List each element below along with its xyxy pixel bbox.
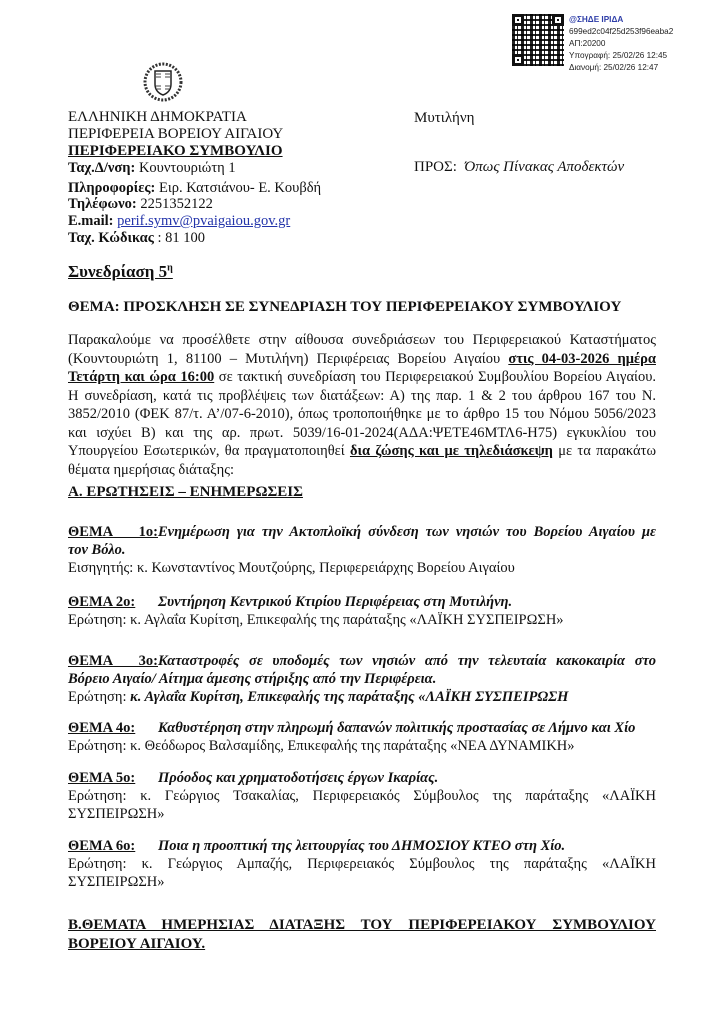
- topic-speaker: Ερώτηση: κ. Θεόδωρος Βαλσαμίδης, Επικεφαλής της παράταξης «ΝΕΑ ΔΥΝΑΜΙΚΗ»: [68, 738, 575, 754]
- body-line: Η συνεδρίαση, κατά τις προβλέψεις των διατάξεων: Α) της παρ. 1 & 2 του άρθρου 167 του Ν.: [68, 387, 656, 404]
- topic-title: Καθυστέρηση στην πληρωμή δαπανών πολιτικής προστασίας σε Λήμνο και Χίο: [158, 720, 636, 736]
- topic-label: ΘΕΜΑ 6ο:: [68, 838, 136, 854]
- address-label: Ταχ.Δ/νση:: [68, 160, 136, 176]
- postcode-value: : 81 100: [153, 230, 206, 246]
- address-value: Κουντουριώτη 1: [135, 160, 236, 176]
- qr-code-icon: [512, 14, 564, 66]
- info-line: [68, 180, 321, 197]
- session-number: [68, 262, 173, 282]
- city: Μυτιλήνη: [414, 110, 475, 126]
- header-region: ΠΕΡΙΦΕΡΕΙΑ ΒΟΡΕΙΟΥ ΑΙΓΑΙΟΥ: [68, 126, 284, 142]
- topic-5: [68, 769, 656, 823]
- stamp-brand: @ΣΗΔΕ ΙΡΙΔΑ: [569, 15, 624, 24]
- phone-value: 2251352122: [136, 196, 213, 212]
- section-a-heading: Α. ΕΡΩΤΗΣΕΙΣ – ΕΝΗΜΕΡΩΣΕΙΣ: [68, 484, 303, 500]
- topic-title: Καταστροφές σε υποδομές των νησιών από την τελευταία κακοκαιρία στο: [158, 653, 656, 669]
- session-label: Συνεδρίαση 5: [68, 262, 168, 281]
- topic-speaker: Ερώτηση: κ. Γεώργιος Τσακαλίας, Περιφερειακός Σύμβουλος της παράταξης «ΛΑΪΚΗ: [68, 788, 656, 804]
- info-label: Πληροφορίες:: [68, 180, 156, 196]
- recipients: [414, 159, 624, 176]
- body-line: (Κουντουριώτη 1, 81100 – Μυτιλήνη) Περιφέρειας Βορείου Αιγαίου στις 04-03-2026 ημέρα: [68, 350, 656, 367]
- section-b-line: ΒΟΡΕΙΟΥ ΑΙΓΑΙΟΥ.: [68, 936, 206, 952]
- postcode-line: [68, 230, 205, 247]
- topic-speaker: Ερώτηση: κ. Αγλαΐα Κυρίτση, Επικεφαλής της παράταξης «ΛΑΪΚΗ ΣΥΣΠΕΙΡΩΣΗ»: [68, 612, 564, 628]
- section-b-line: Β.ΘΕΜΑΤΑ ΗΜΕΡΗΣΙΑΣ ΔΙΑΤΑΞΗΣ ΤΟΥ ΠΕΡΙΦΕΡΕΙΑΚΟΥ ΣΥΜΒΟΥΛΙΟΥ: [68, 917, 656, 933]
- stamp-text: [569, 14, 673, 74]
- email-link[interactable]: perif.symv@pvaigaiou.gov.gr: [117, 213, 291, 229]
- body-line: Υπουργείου Εσωτερικών, θα πραγματοποιηθεί δια ζώσης και με τηλεδιάσκεψη με τα παρακάτω: [68, 443, 656, 459]
- topic-title: Συντήρηση Κεντρικού Κτιρίου Περιφέρειας στη Μυτιλήνη.: [158, 594, 513, 610]
- header-country: ΕΛΛΗΝΙΚΗ ΔΗΜΟΚΡΑΤΙΑ: [68, 109, 247, 125]
- topic-1: [68, 523, 656, 577]
- topic-title-cont: τον Βόλο.: [68, 542, 126, 558]
- topic-label: ΘΕΜΑ 2ο:: [68, 594, 136, 610]
- info-value: Ειρ. Κατσιάνου- Ε. Κουβδή: [155, 180, 322, 196]
- body-line: Παρακαλούμε να προσέλθετε στην αίθουσα συνεδριάσεων του Περιφερειακού Καταστήματος: [68, 332, 656, 348]
- topic-2: [68, 593, 656, 629]
- topic-4: [68, 719, 656, 755]
- invitation-paragraph: [68, 331, 656, 479]
- subject: ΘΕΜΑ: ΠΡΟΣΚΛΗΣΗ ΣΕ ΣΥΝΕΔΡΙΑΣΗ ΤΟΥ ΠΕΡΙΦΕΡΕΙΑΚΟΥ ΣΥΜΒΟΥΛΙΟΥ: [68, 299, 622, 315]
- topic-speaker: Ερώτηση: κ. Γεώργιος Αμπαζής, Περιφερειακός Σύμβουλος της παράταξης «ΛΑΪΚΗ: [68, 856, 656, 872]
- address-line: [68, 160, 236, 177]
- meeting-date: στις 04-03-2026 ημέρα: [508, 350, 656, 367]
- topic-speaker-cont: ΣΥΣΠΕΙΡΩΣΗ»: [68, 806, 165, 822]
- email-label: E.mail:: [68, 213, 114, 229]
- to-label: ΠΡΟΣ:: [414, 159, 457, 175]
- postcode-label: Ταχ. Κώδικας: [68, 230, 154, 246]
- topic-speaker-cont: ΣΥΣΠΕΙΡΩΣΗ»: [68, 874, 165, 890]
- phone-line: [68, 196, 213, 213]
- topic-label: ΘΕΜΑ 1ο:: [68, 524, 158, 540]
- body-line: και ισχύει Β) και της αρ. πρωτ. 5039/16-01-2024(ΑΔΑ:ΨΕΤΕ46ΜΤΛ6-Η75) εγκυκλίου του: [68, 424, 656, 441]
- stamp-hash: 699ed2c04f25d253f96eaba2: [569, 27, 674, 36]
- body-line: Τετάρτη και ώρα 16:00 σε τακτική συνεδρίαση του Περιφερειακού Συμβουλίου Βορείου Αιγαίου.: [68, 369, 656, 385]
- topic-title: Ενημέρωση για την Ακτοπλοϊκή σύνδεση των νησιών του Βορείου Αιγαίου με: [158, 524, 656, 540]
- to-value: Όπως Πίνακας Αποδεκτών: [464, 159, 625, 175]
- session-sup: η: [167, 262, 173, 274]
- topic-title: Ποια η προοπτική της λειτουργίας του ΔΗΜΟΣΙΟΥ ΚΤΕΟ στη Χίο.: [158, 838, 566, 854]
- topic-speaker: Εισηγητής: κ. Κωνσταντίνος Μουτζούρης, Περιφερειάρχης Βορείου Αιγαίου: [68, 560, 515, 576]
- body-line: θέματα ημερήσιας διάταξης:: [68, 461, 234, 478]
- header-council: ΠΕΡΙΦΕΡΕΙΑΚΟ ΣΥΜΒΟΥΛΙΟ: [68, 143, 283, 159]
- topic-title: Πρόοδος και χρηματοδοτήσεις έργων Ικαρίας.: [158, 770, 439, 786]
- phone-label: Τηλέφωνο:: [68, 196, 137, 212]
- topic-speaker: Ερώτηση: κ. Αγλαΐα Κυρίτση, Επικεφαλής της παράταξης «ΛΑΪΚΗ ΣΥΣΠΕΙΡΩΣΗ: [68, 689, 569, 705]
- greek-coat-of-arms-icon: [143, 62, 183, 102]
- section-b-heading: [68, 916, 656, 954]
- stamp-protocol: ΑΠ:20200: [569, 39, 606, 48]
- meeting-mode: δια ζώσης και με τηλεδιάσκεψη: [349, 443, 553, 459]
- topic-3: [68, 652, 656, 706]
- stamp-signature-time: Υπογραφή: 25/02/26 12:45: [569, 51, 668, 60]
- email-line: [68, 213, 290, 230]
- meeting-day-time: Τετάρτη και ώρα 16:00: [68, 369, 215, 385]
- topic-title-cont: Βόρειο Αιγαίο/ Αίτημα άμεσης στήριξης από την Περιφέρεια.: [68, 671, 437, 687]
- topic-label: ΘΕΜΑ 3ο:: [68, 653, 158, 669]
- stamp-distribution-time: Διανομή: 25/02/26 12:47: [569, 63, 659, 72]
- topic-label: ΘΕΜΑ 5ο:: [68, 770, 136, 786]
- topic-6: [68, 837, 656, 891]
- digital-signature-stamp: [512, 14, 708, 80]
- body-line: 3852/2010 (ΦΕΚ 87/τ. Α’/07-6-2010), όπως τροποποιήθηκε με το άρθρο 15 του Νόμου 5056/2023: [68, 406, 656, 422]
- topic-label: ΘΕΜΑ 4ο:: [68, 720, 136, 736]
